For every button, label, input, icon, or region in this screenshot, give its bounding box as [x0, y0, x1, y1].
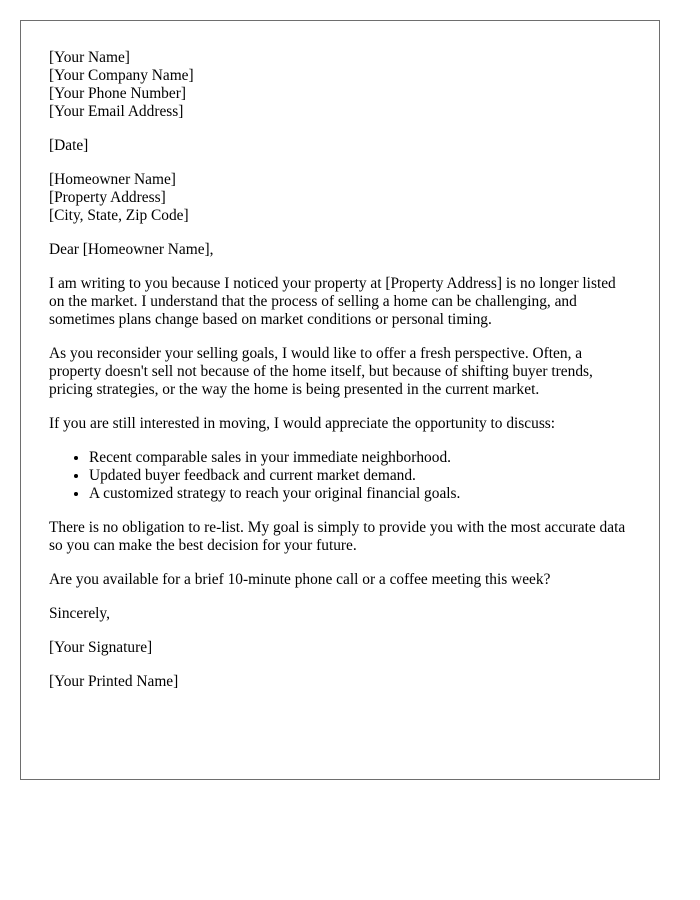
sender-name: [Your Name] — [49, 49, 130, 66]
recipient-address: [Property Address] — [49, 189, 166, 206]
paragraph-obligation: There is no obligation to re-list. My goal is simply to provide you with the most accurate data so you can make the best decision for your future. — [49, 519, 626, 554]
signature: [Your Signature] — [49, 639, 153, 656]
paragraph-perspective: As you reconsider your selling goals, I would like to offer a fresh perspective. Often, a property doesn't sell not because of the home itself, but because of shifting buyer trends, pricing strategies, or the way the home is being presented in the current market. — [49, 345, 593, 398]
recipient-block — [49, 171, 629, 225]
sender-email: [Your Email Address] — [49, 103, 184, 120]
signoff: Sincerely, — [49, 605, 110, 622]
letter-date: [Date] — [49, 137, 89, 154]
letter-page — [20, 20, 660, 780]
list-item: • A customized strategy to reach your original financial goals. — [89, 485, 629, 503]
sender-block — [49, 49, 629, 121]
salutation: Dear [Homeowner Name], — [49, 241, 214, 258]
discussion-list — [49, 449, 629, 503]
paragraph-discuss: If you are still interested in moving, I would appreciate the opportunity to discuss: — [49, 415, 556, 432]
sender-phone: [Your Phone Number] — [49, 85, 186, 102]
printed-name: [Your Printed Name] — [49, 673, 179, 690]
sender-company: [Your Company Name] — [49, 67, 194, 84]
letter-body — [49, 49, 629, 707]
list-item: • Recent comparable sales in your immediate neighborhood. — [89, 449, 629, 467]
recipient-name: [Homeowner Name] — [49, 171, 176, 188]
paragraph-intro: I am writing to you because I noticed your property at [Property Address] is no longer listed on the market. I understand that the process of selling a home can be challenging, and sometimes plans change based on market conditions or personal timing. — [49, 275, 616, 328]
list-item: • Updated buyer feedback and current market demand. — [89, 467, 629, 485]
paragraph-meeting-request: Are you available for a brief 10-minute phone call or a coffee meeting this week? — [49, 571, 551, 588]
recipient-city-state-zip: [City, State, Zip Code] — [49, 207, 189, 224]
